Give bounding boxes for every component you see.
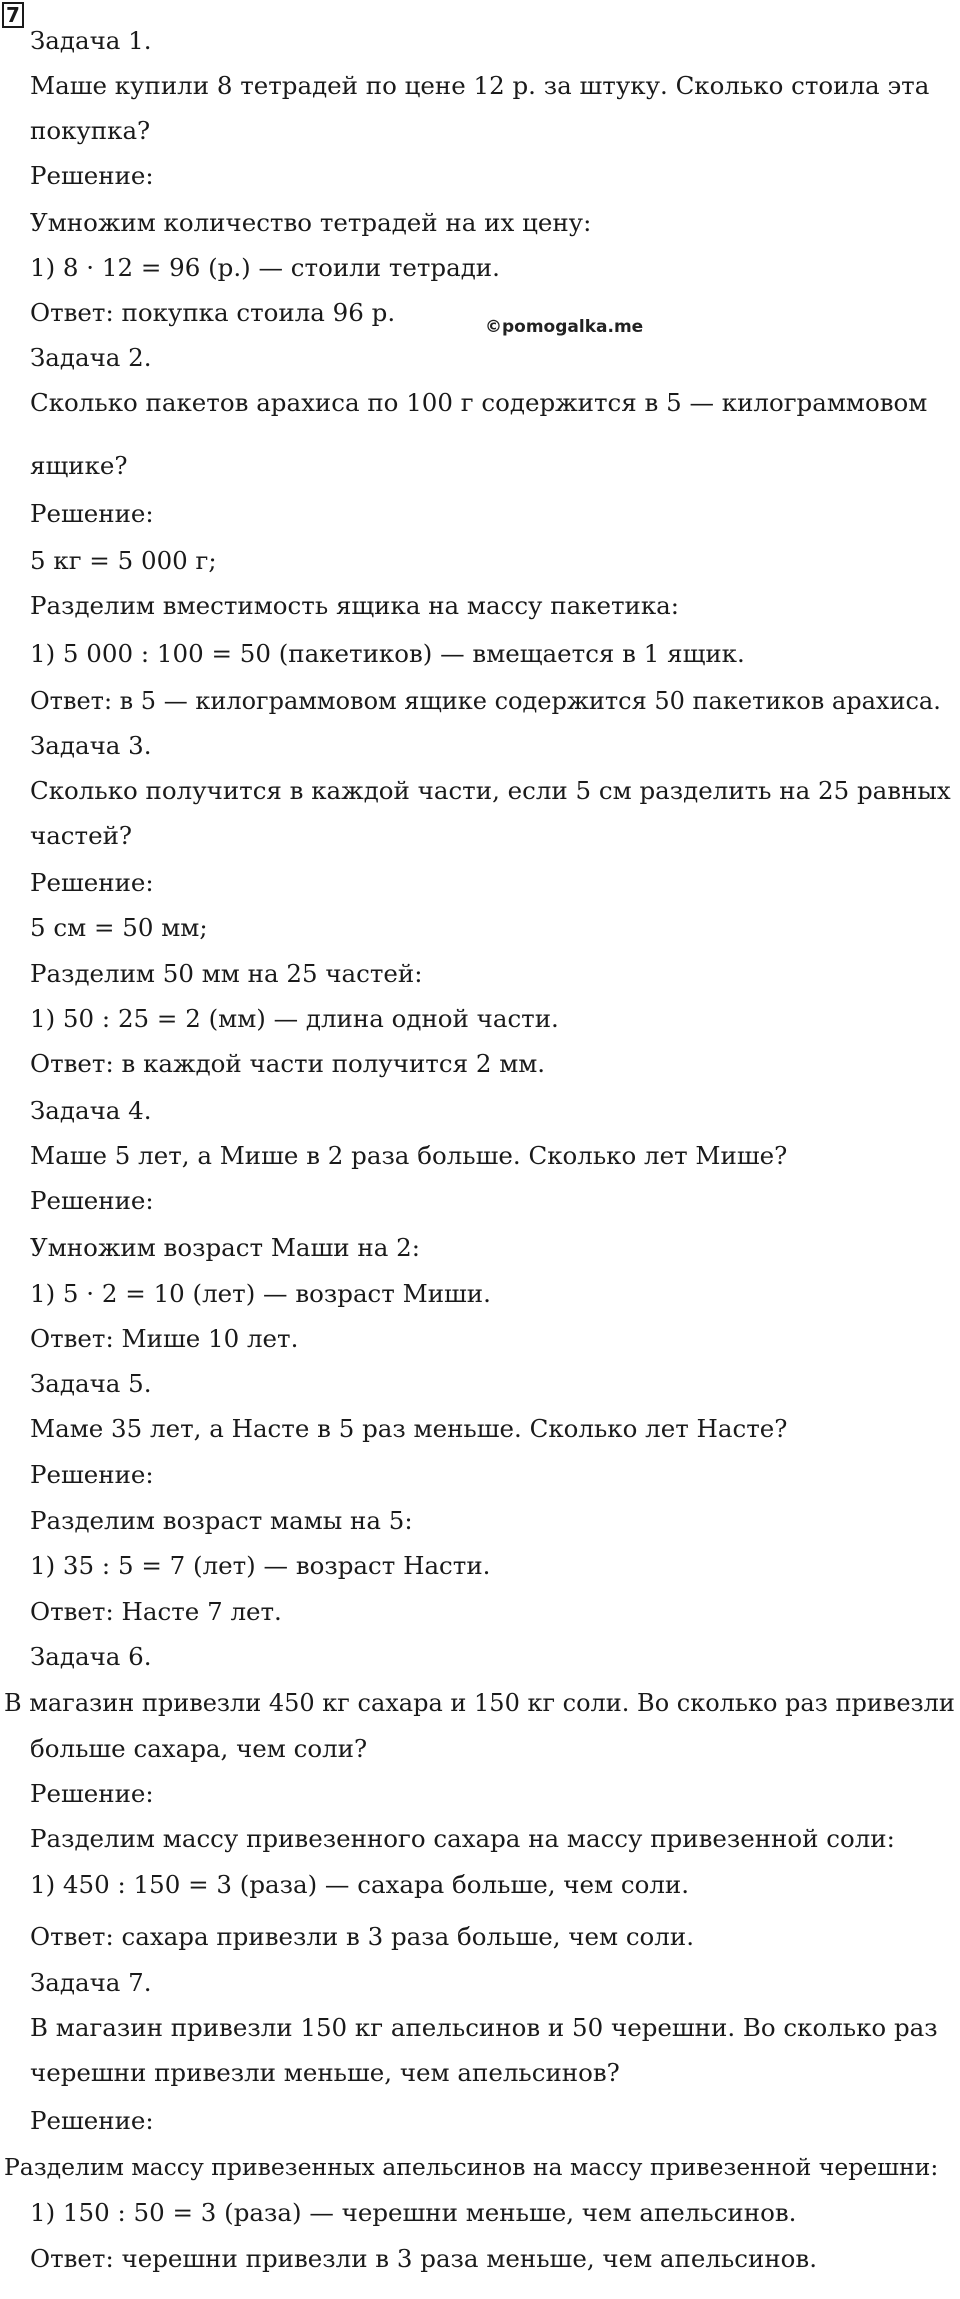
text-line: черешни привезли меньше, чем апельсинов? [30,2058,620,2087]
text-line: Ответ: Насте 7 лет. [30,1597,282,1626]
text-line: Задача 7. [30,1968,152,1997]
text-line: Задача 2. [30,343,152,372]
text-line: Маше купили 8 тетрадей по цене 12 р. за штуку. Сколько стоила эта [30,71,930,100]
text-line: Маше 5 лет, а Мише в 2 раза больше. Сколько лет Мише? [30,1141,788,1170]
text-line: Разделим массу привезенных апельсинов на массу привезенной черешни: [4,2153,939,2181]
text-line: больше сахара, чем соли? [30,1734,368,1763]
text-line: покупка? [30,116,151,145]
text-line: Решение: [30,1186,154,1215]
text-line: Задача 3. [30,731,152,760]
text-line: Ответ: в каждой части получится 2 мм. [30,1049,546,1078]
text-line: 1) 50 : 25 = 2 (мм) — длина одной части. [30,1004,559,1033]
text-line: Ответ: покупка стоила 96 р. [30,298,396,327]
text-line: частей? [30,821,133,850]
text-line: Решение: [30,868,154,897]
text-line: Разделим массу привезенного сахара на массу привезенной соли: [30,1824,895,1853]
text-line: Задача 6. [30,1642,152,1671]
text-line: Решение: [30,1779,154,1808]
text-line: Ответ: сахара привезли в 3 раза больше, чем соли. [30,1922,694,1951]
text-line: 1) 5 · 2 = 10 (лет) — возраст Миши. [30,1279,491,1308]
text-line: Разделим 50 мм на 25 частей: [30,959,423,988]
text-line: В магазин привезли 150 кг апельсинов и 50 черешни. Во сколько раз [30,2013,938,2042]
text-line: Ответ: черешни привезли в 3 раза меньше, чем апельсинов. [30,2244,817,2273]
text-line: 1) 35 : 5 = 7 (лет) — возраст Насти. [30,1551,491,1580]
task-number-badge: 7 [2,2,24,28]
text-line: Ответ: Мише 10 лет. [30,1324,299,1353]
text-line: Задача 1. [30,26,152,55]
text-line: Задача 5. [30,1369,152,1398]
text-line: Решение: [30,499,154,528]
text-line: Решение: [30,161,154,190]
text-line: Сколько пакетов арахиса по 100 г содержится в 5 — килограммовом [30,388,928,417]
watermark: ©pomogalka.me [485,317,644,337]
text-line: 5 см = 50 мм; [30,913,208,942]
text-line: 1) 150 : 50 = 3 (раза) — черешни меньше, чем апельсинов. [30,2198,797,2227]
text-line: Решение: [30,1460,154,1489]
text-line: 1) 450 : 150 = 3 (раза) — сахара больше, чем соли. [30,1870,689,1899]
text-line: Умножим возраст Маши на 2: [30,1233,420,1262]
text-line: Ответ: в 5 — килограммовом ящике содержится 50 пакетиков арахиса. [30,687,941,715]
text-line: ящике? [30,451,128,480]
text-line: Решение: [30,2106,154,2135]
text-line: 5 кг = 5 000 г; [30,546,217,575]
text-line: Разделим возраст мамы на 5: [30,1506,413,1535]
text-line: Сколько получится в каждой части, если 5 см разделить на 25 равных [30,776,951,805]
text-line: Задача 4. [30,1096,152,1125]
text-line: В магазин привезли 450 кг сахара и 150 кг соли. Во сколько раз привезли [4,1689,955,1717]
text-line: Маме 35 лет, а Насте в 5 раз меньше. Сколько лет Насте? [30,1414,788,1443]
text-line: 1) 5 000 : 100 = 50 (пакетиков) — вмещается в 1 ящик. [30,639,745,668]
text-line: 1) 8 · 12 = 96 (р.) — стоили тетради. [30,253,500,282]
text-line: Умножим количество тетрадей на их цену: [30,208,592,237]
text-line: Разделим вместимость ящика на массу пакетика: [30,591,680,620]
